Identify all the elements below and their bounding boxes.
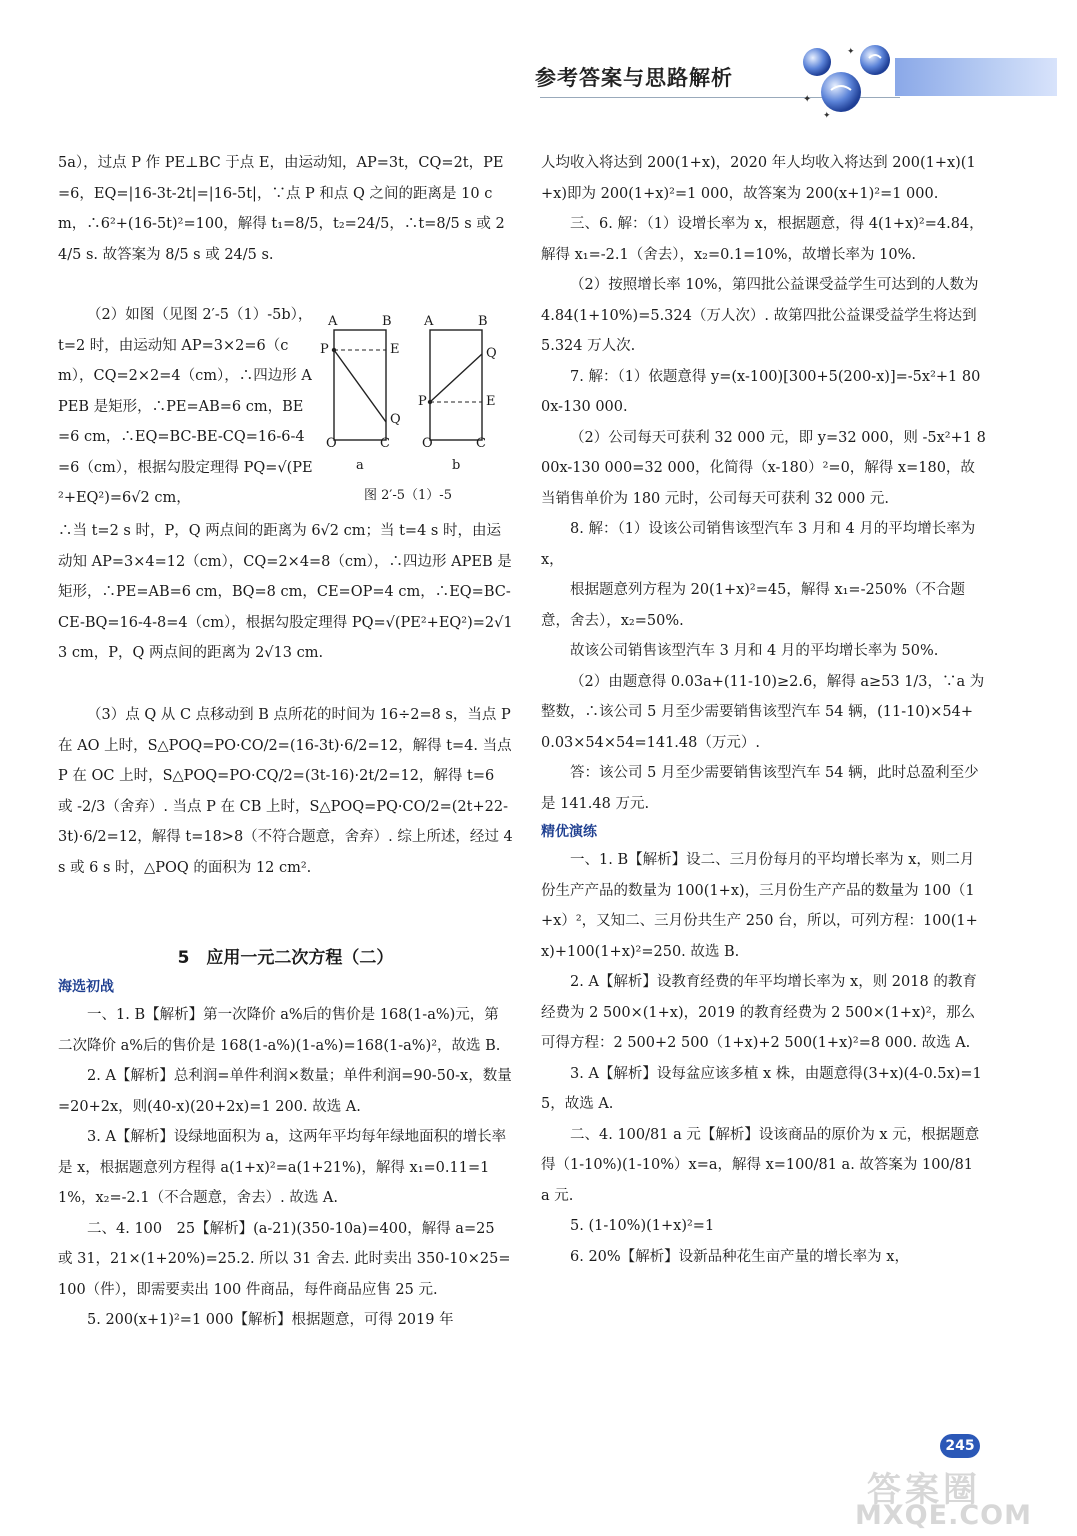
- bubbles-decoration-icon: [795, 40, 900, 120]
- practice-q4: 二、4. 100/81 a 元【解析】设该商品的原价为 x 元，根据题意得（1-10%)(1-10%）x=a，解得 x=100/81 a. 故答案为 100/81 a 元.: [541, 1126, 980, 1204]
- solution-part-2-cont: ∴当 t=2 s 时，P，Q 两点间的距离为 6√2 cm；当 t=4 s 时，由运动知 AP=3×4=12（cm），CQ=2×4=8（cm），∴四边形 APEB 是矩形，∴PE=AB=6 cm，BQ=8 cm，CE=OP=4 cm，∴EQ=BC-CE-BQ=16-4-8=4（cm），根据勾股定理得 PQ=√(PE²+EQ²)=2√13 cm，P，Q 两点间的距离为 2√13 cm.: [58, 523, 513, 661]
- practice-q5: 5. (1-10%)(1+x)²=1: [570, 1218, 715, 1234]
- fig-b-label-P: P: [418, 394, 427, 409]
- answer-q7-1: 7. 解：（1）依题意得 y=(x-100)[300+5(200-x)]=-5x²+1 800x-130 000.: [541, 368, 981, 415]
- fig-sub-b: b: [452, 458, 461, 473]
- answer-q2: 2. A【解析】总利润=单件利润×数量；单件利润=90-50-x，数量=20+2x，则(40-x)(20+2x)=1 200. 故选 A.: [58, 1068, 512, 1115]
- fig-b-label-Q: Q: [486, 346, 497, 361]
- fig-a-label-O: O: [326, 436, 337, 451]
- page-header: [0, 0, 1077, 120]
- solution-part-2: （2）如图（见图 2′-5（1）-5b），t=2 时，由运动知 AP=3×2=6（cm），CQ=2×2=4（cm），∴四边形 APEB 是矩形，∴PE=AB=6 cm，BE=6 cm，∴EQ=BC-BE-CQ=16-6-4=6（cm），根据勾股定理得 PQ=√(PE²+EQ²)=6√2 cm，: [58, 307, 313, 506]
- subtitle-haixuan: 海选初战: [58, 979, 114, 995]
- fig-b-label-B: B: [478, 314, 488, 329]
- fig-a-label-E: E: [390, 342, 400, 357]
- section-title: 5 应用一元二次方程（二）: [177, 948, 394, 968]
- watermark-cn: 答案圈: [867, 1470, 981, 1510]
- fig-a-label-B: B: [382, 314, 392, 329]
- answer-q3: 3. A【解析】设绿地面积为 a，这两年平均每年绿地面积的增长率是 x，根据题意列方程得 a(1+x)²=a(1+21%)，解得 x₁=0.11=11%，x₂=-2.1（不合题意，舍去）. 故选 A.: [58, 1129, 507, 1206]
- watermark-logo: [845, 1462, 1060, 1534]
- answer-q6-1: 三、6. 解：（1）设增长率为 x，根据题意，得 4(1+x)²=4.84，解得 x₁=-2.1（舍去），x₂=0.1=10%，故增长率为 10%.: [541, 216, 984, 263]
- answer-q6-2: （2）按照增长率 10%，第四批公益课受益学生可达到的人数为 4.84(1+10%)=5.324（万人次）. 故第四批公益课受益学生将达到 5.324 万人次.: [541, 277, 979, 354]
- fig-a-label-A: A: [328, 314, 338, 329]
- answer-q8-final: 答：该公司 5 月至少需要销售该型汽车 54 辆，此时总盈利至少是 141.48 万元.: [541, 765, 979, 812]
- fig-sub-a: a: [356, 458, 364, 473]
- figure-caption: 图 2′-5（1）-5: [364, 488, 452, 503]
- rectangle-diagrams: [318, 312, 508, 482]
- svg-text:✦: ✦: [847, 47, 855, 57]
- watermark-en: MXQE.COM: [855, 1500, 1032, 1531]
- practice-q1: 一、1. B【解析】设二、三月份每月的平均增长率为 x，则二月份生产产品的数量为 100(1+x)，三月份生产产品的数量为 100（1+x）²，又知二、三月份共生产 250 台，所以，可列方程：100(1+x)+100(1+x)²=250. 故选 B.: [541, 852, 978, 960]
- answer-q8-equation: 根据题意列方程为 20(1+x)²=45，解得 x₁=-250%（不合题意，舍去），x₂=50%.: [541, 582, 965, 629]
- answer-q8-1: 8. 解：（1）设该公司销售该型汽车 3 月和 4 月的平均增长率为 x，: [541, 521, 976, 568]
- header-color-bar: [895, 58, 1057, 96]
- svg-text:✦: ✦: [803, 94, 812, 105]
- practice-q6: 6. 20%【解析】设新品种花生亩产量的增长率为 x，: [570, 1248, 909, 1265]
- answer-q7-2: （2）公司每天可获利 32 000 元，即 y=32 000，则 -5x²+1 800x-130 000=32 000，化简得（x-180）²=0，解得 x=180，故当销售单价为 180 元时，公司每天可获利 32 000 元.: [541, 429, 986, 507]
- fig-a-label-C: C: [380, 436, 390, 451]
- solution-part-3: （3）点 Q 从 C 点移动到 B 点所花的时间为 16÷2=8 s，当点 P 在 AO 上时，S△POQ=PO·CO/2=(16-3t)·6/2=12，解得 t=4. 当点 P 在 OC 上时，S△POQ=PO·CQ/2=(3t-16)·2t/2=12，解得 t=6 或 -2/3（舍弃）. 当点 P 在 CB 上时，S△POQ=PQ·CO/2=(2t+22-3t)·6/2=12，解得 t=18>8（不符合题意，舍弃）. 综上所述，经过 4 s 或 6 s 时，△POQ 的面积为 12 cm².: [58, 707, 513, 876]
- svg-text:✦: ✦: [823, 111, 831, 120]
- answer-q8-2: （2）由题意得 0.03a+(11-10)≥2.6，解得 a≥53 1/3，∵a 为整数，∴该公司 5 月至少需要销售该型汽车 54 辆，(11-10)×54+0.03×54×54=141.48（万元）.: [541, 673, 985, 751]
- fig-b-label-E: E: [486, 394, 496, 409]
- fig-a-label-P: P: [320, 342, 329, 357]
- fig-b-label-O: O: [422, 436, 433, 451]
- answer-q1: 一、1. B【解析】第一次降价 a%后的售价是 168(1-a%)元，第二次降价 a%后的售价是 168(1-a%)(1-a%)=168(1-a%)²，故选 B.: [58, 1007, 501, 1054]
- answer-q4: 二、4. 100 25【解析】(a-21)(350-10a)=400，解得 a=25 或 31，21×(1+20%)=25.2. 所以 31 舍去. 此时卖出 350-10×25=100（件），即需要卖出 100 件商品，每件商品应售 25 元.: [58, 1220, 511, 1298]
- answer-q5-cont: 人均收入将达到 200(1+x)，2020 年人均收入将达到 200(1+x)(1+x)即为 200(1+x)²=1 000，故答案为 200(x+1)²=1 000.: [541, 155, 976, 202]
- geometry-figure: [318, 312, 508, 512]
- practice-q3: 3. A【解析】设每盆应该多植 x 株，由题意得(3+x)(4-0.5x)=15，故选 A.: [541, 1065, 982, 1112]
- fig-a-label-Q: Q: [390, 412, 401, 427]
- fig-b-label-A: A: [424, 314, 434, 329]
- header-title: 参考答案与思路解析: [535, 66, 733, 90]
- subtitle-jingyou: 精优演练: [541, 824, 597, 840]
- page-number: 245: [940, 1434, 980, 1458]
- solution-part-1: 5a），过点 P 作 PE⊥BC 于点 E，由运动知，AP=3t，CQ=2t，PE=6，EQ=|16-3t-2t|=|16-5t|，∵点 P 和点 Q 之间的距离是 10 cm，∴6²+(16-5t)²=100，解得 t₁=8/5，t₂=24/5，∴t=8/5 s 或 24/5 s. 故答案为 8/5 s 或 24/5 s.: [58, 155, 505, 263]
- answer-q5: 5. 200(x+1)²=1 000【解析】根据题意，可得 2019 年: [87, 1312, 454, 1328]
- practice-q2: 2. A【解析】设教育经费的年平均增长率为 x，则 2018 的教育经费为 2 500×(1+x)，2019 的教育经费为 2 500×(1+x)²，那么可得方程：2 500+2 500（1+x)+2 500(1+x)²=8 000. 故选 A.: [541, 974, 977, 1051]
- answer-q8-conclusion: 故该公司销售该型汽车 3 月和 4 月的平均增长率为 50%.: [570, 643, 939, 659]
- fig-b-label-C: C: [476, 436, 486, 451]
- right-column: [541, 148, 986, 1272]
